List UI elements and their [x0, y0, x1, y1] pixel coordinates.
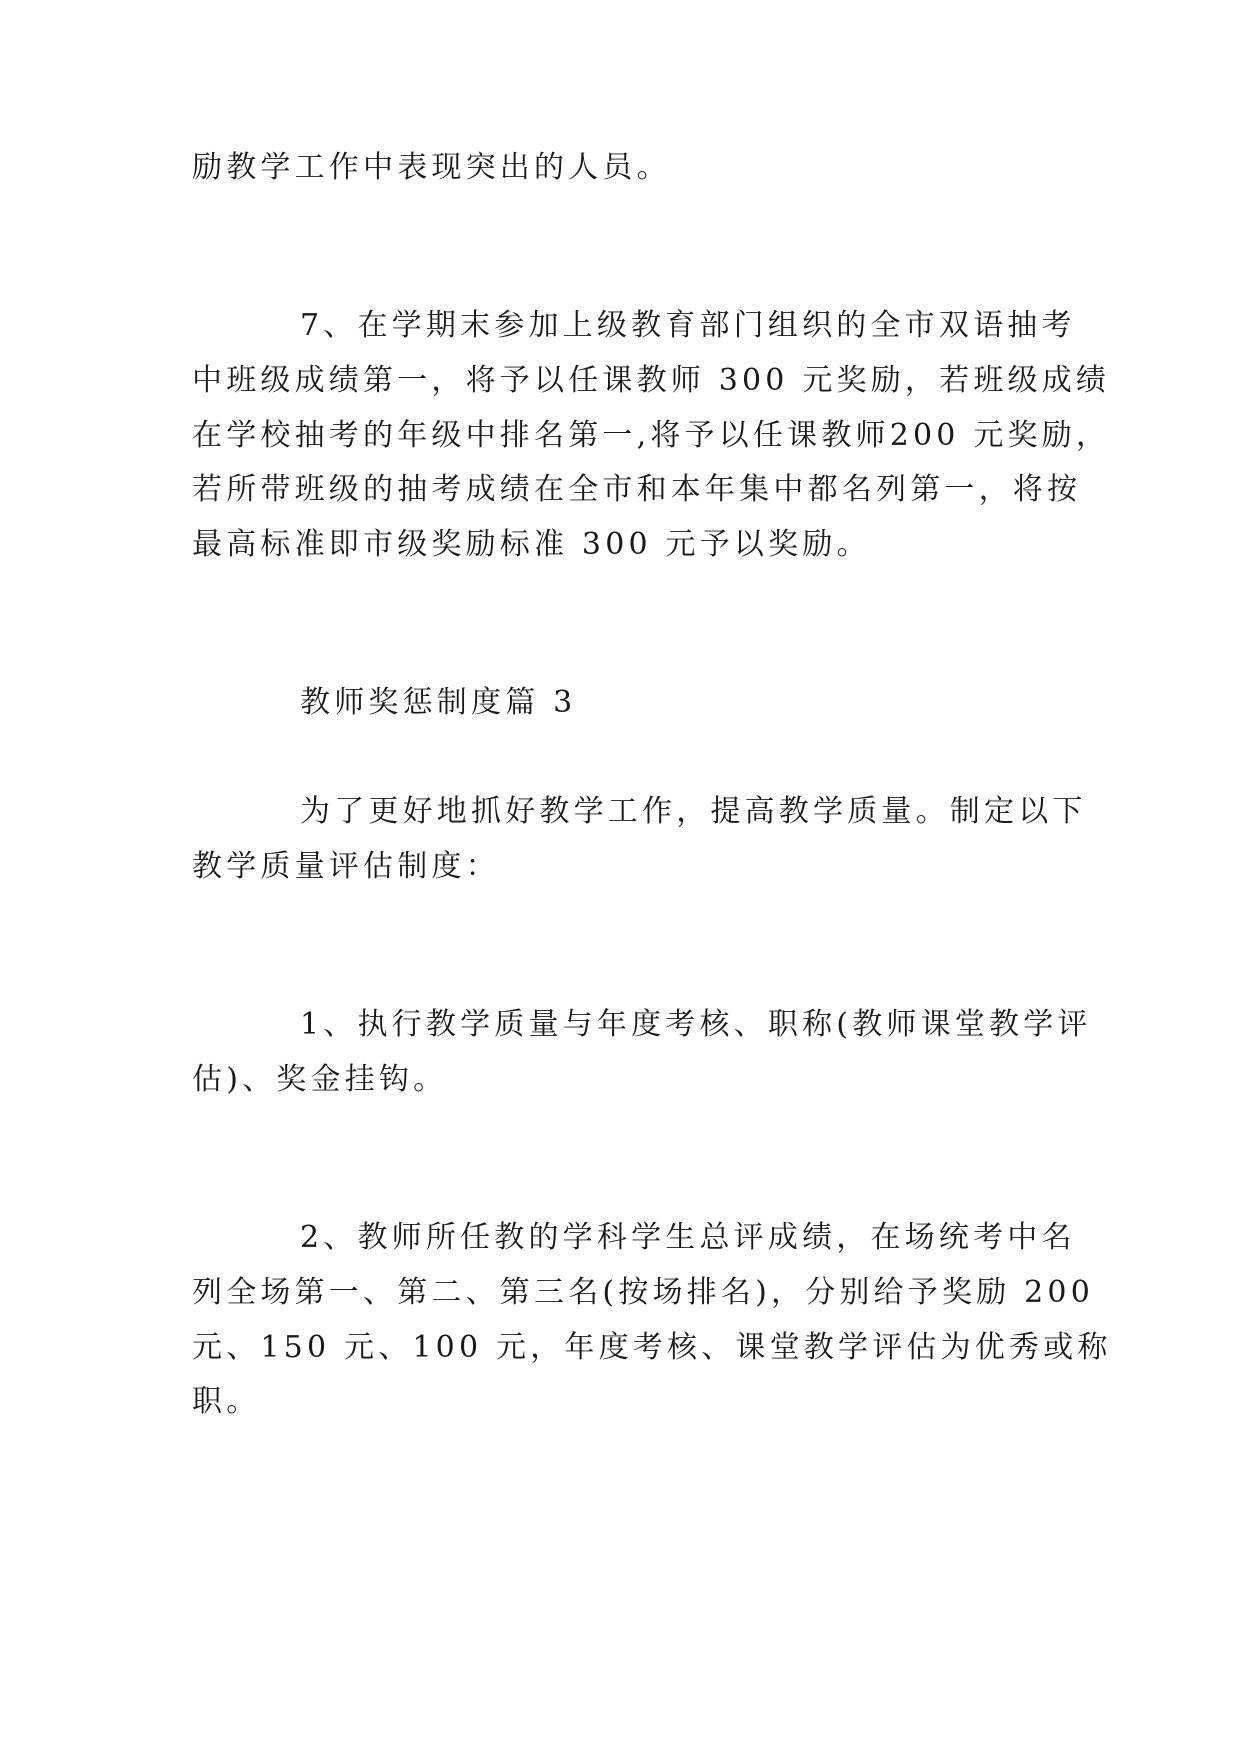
paragraph-line: 中班级成绩第一，将予以任课教师 300 元奖励，若班级成绩 — [192, 363, 1111, 398]
paragraph-line: 教学质量评估制度： — [192, 849, 500, 884]
paragraph-line: 2、教师所任教的学科学生总评成绩，在场统考中名 — [300, 1220, 1076, 1255]
section-heading: 教师奖惩制度篇 3 — [300, 685, 577, 720]
paragraph-line: 最高标准即市级奖励标准 300 元予以奖励。 — [192, 527, 871, 562]
paragraph-line: 励教学工作中表现突出的人员。 — [192, 150, 671, 185]
paragraph-line: 元、150 元、100 元，年度考核、课堂教学评估为优秀或称 — [192, 1330, 1112, 1365]
paragraph-line: 在学校抽考的年级中排名第一,将予以任课教师200 元奖励， — [192, 418, 1111, 453]
paragraph-line: 估)、奖金挂钩。 — [192, 1062, 448, 1097]
paragraph-line: 7、在学期末参加上级教育部门组织的全市双语抽考 — [300, 308, 1076, 343]
paragraph-line: 1、执行教学质量与年度考核、职称(教师课堂教学评 — [300, 1007, 1092, 1042]
paragraph-line: 职。 — [192, 1384, 261, 1419]
paragraph-line: 为了更好地抓好教学工作，提高教学质量。制定以下 — [300, 794, 1087, 829]
paragraph-line: 若所带班级的抽考成绩在全市和本年集中都名列第一，将按 — [192, 472, 1082, 507]
paragraph-line: 列全场第一、第二、第三名(按场排名)，分别给予奖励 200 — [192, 1275, 1095, 1310]
